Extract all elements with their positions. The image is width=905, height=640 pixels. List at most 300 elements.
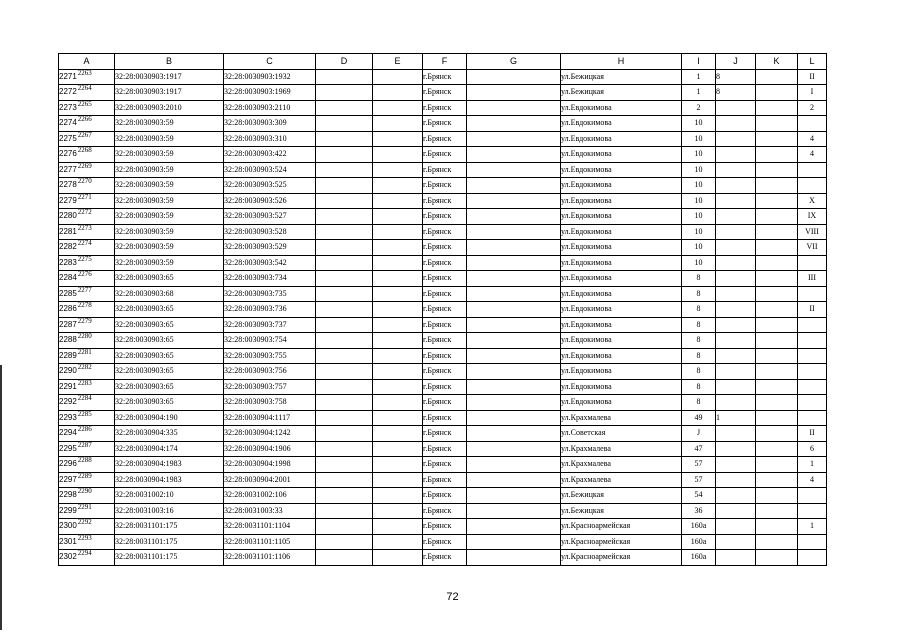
cell-i[interactable]: 36 [682,503,716,519]
cell-f[interactable]: г.Брянск [423,162,467,178]
cell-e[interactable] [373,426,423,442]
cell-k[interactable] [756,379,798,395]
cell-b[interactable]: 32:28:0030903:59 [115,255,224,271]
row-number-cell[interactable] [59,410,115,426]
cell-h[interactable]: ул.Евдокимова [561,317,682,333]
cell-b[interactable]: 32:28:0030903:59 [115,178,224,194]
cell-d[interactable] [316,441,373,457]
cell-e[interactable] [373,441,423,457]
cell-b[interactable]: 32:28:0030904:335 [115,426,224,442]
cell-e[interactable] [373,503,423,519]
cell-i[interactable]: 8 [682,286,716,302]
cell-g[interactable] [467,333,561,349]
cell-d[interactable] [316,503,373,519]
row-number-cell[interactable] [59,116,115,132]
cell-j[interactable] [716,550,756,566]
cell-i[interactable]: 10 [682,224,716,240]
cell-g[interactable] [467,255,561,271]
cell-g[interactable] [467,224,561,240]
cell-c[interactable]: 32:28:0030904:1242 [224,426,316,442]
cell-j[interactable] [716,317,756,333]
cell-h[interactable]: ул.Евдокимова [561,162,682,178]
cell-b[interactable]: 32:28:0030903:59 [115,240,224,256]
cell-k[interactable] [756,488,798,504]
cell-h[interactable]: ул.Евдокимова [561,348,682,364]
cell-l[interactable]: 4 [798,131,827,147]
cell-k[interactable] [756,410,798,426]
cell-e[interactable] [373,116,423,132]
row-number-cell[interactable] [59,364,115,380]
cell-k[interactable] [756,193,798,209]
cell-h[interactable]: ул.Крахмалева [561,457,682,473]
column-header-i[interactable]: I [682,54,716,70]
cell-e[interactable] [373,178,423,194]
row-number-cell[interactable] [59,534,115,550]
cell-i[interactable]: 8 [682,271,716,287]
row-number-cell[interactable] [59,333,115,349]
cell-j[interactable] [716,395,756,411]
cell-i[interactable]: 10 [682,178,716,194]
row-number-cell[interactable] [59,302,115,318]
cell-h[interactable]: ул.Крахмалева [561,410,682,426]
cell-g[interactable] [467,441,561,457]
cell-f[interactable]: г.Брянск [423,519,467,535]
cell-e[interactable] [373,271,423,287]
cell-l[interactable] [798,364,827,380]
column-header-l[interactable]: L [798,54,827,70]
cell-d[interactable] [316,426,373,442]
row-number-cell[interactable] [59,131,115,147]
cell-j[interactable] [716,131,756,147]
cell-i[interactable]: 10 [682,255,716,271]
cell-c[interactable]: 32:28:0031101:1104 [224,519,316,535]
cell-e[interactable] [373,488,423,504]
cell-b[interactable]: 32:28:0030903:65 [115,302,224,318]
cell-d[interactable] [316,255,373,271]
row-number-cell[interactable] [59,193,115,209]
cell-b[interactable]: 32:28:0030903:59 [115,131,224,147]
cell-c[interactable]: 32:28:0030903:758 [224,395,316,411]
cell-k[interactable] [756,333,798,349]
cell-g[interactable] [467,503,561,519]
cell-k[interactable] [756,550,798,566]
cell-d[interactable] [316,271,373,287]
cell-d[interactable] [316,395,373,411]
cell-h[interactable]: ул.Красноармейская [561,534,682,550]
cell-g[interactable] [467,488,561,504]
row-number-cell[interactable] [59,457,115,473]
cell-j[interactable] [716,224,756,240]
cell-h[interactable]: ул.Евдокимова [561,100,682,116]
cell-c[interactable]: 32:28:0030904:1117 [224,410,316,426]
cell-h[interactable]: ул.Евдокимова [561,271,682,287]
cell-j[interactable] [716,488,756,504]
cell-d[interactable] [316,457,373,473]
row-number-cell[interactable] [59,209,115,225]
cell-d[interactable] [316,379,373,395]
cell-i[interactable]: 8 [682,317,716,333]
column-header-h[interactable]: H [561,54,682,70]
cell-k[interactable] [756,240,798,256]
cell-g[interactable] [467,209,561,225]
cell-j[interactable] [716,333,756,349]
cell-j[interactable] [716,162,756,178]
cell-l[interactable] [798,410,827,426]
cell-k[interactable] [756,131,798,147]
cell-c[interactable]: 32:28:0030904:2001 [224,472,316,488]
cell-g[interactable] [467,147,561,163]
cell-e[interactable] [373,69,423,85]
cell-j[interactable] [716,503,756,519]
cell-l[interactable]: 1 [798,457,827,473]
cell-l[interactable]: VII [798,240,827,256]
cell-c[interactable]: 32:28:0030903:754 [224,333,316,349]
cell-g[interactable] [467,302,561,318]
cell-k[interactable] [756,364,798,380]
cell-g[interactable] [467,271,561,287]
cell-i[interactable]: 10 [682,240,716,256]
cell-l[interactable] [798,333,827,349]
cell-h[interactable]: ул.Евдокимова [561,240,682,256]
cell-e[interactable] [373,100,423,116]
cell-i[interactable]: 54 [682,488,716,504]
cell-i[interactable]: 1 [682,85,716,101]
cell-e[interactable] [373,395,423,411]
cell-k[interactable] [756,286,798,302]
cell-g[interactable] [467,472,561,488]
cell-b[interactable]: 32:28:0030904:190 [115,410,224,426]
cell-h[interactable]: ул.Советская [561,426,682,442]
cell-e[interactable] [373,209,423,225]
cell-k[interactable] [756,255,798,271]
cell-c[interactable]: 32:28:0031101:1105 [224,534,316,550]
row-number-cell[interactable] [59,379,115,395]
cell-g[interactable] [467,364,561,380]
cell-f[interactable]: г.Брянск [423,116,467,132]
cell-b[interactable]: 32:28:0031101:175 [115,519,224,535]
cell-f[interactable]: г.Брянск [423,503,467,519]
cell-i[interactable]: 8 [682,302,716,318]
cell-h[interactable]: ул.Евдокимова [561,364,682,380]
cell-j[interactable] [716,178,756,194]
cell-b[interactable]: 32:28:0030904:1983 [115,472,224,488]
cell-k[interactable] [756,147,798,163]
cell-k[interactable] [756,224,798,240]
cell-d[interactable] [316,364,373,380]
cell-g[interactable] [467,534,561,550]
cell-j[interactable] [716,457,756,473]
cell-i[interactable]: 8 [682,379,716,395]
cell-e[interactable] [373,255,423,271]
cell-d[interactable] [316,472,373,488]
cell-g[interactable] [467,162,561,178]
row-number-cell[interactable] [59,426,115,442]
cell-h[interactable]: ул.Евдокимова [561,116,682,132]
cell-b[interactable]: 32:28:0030903:65 [115,379,224,395]
cell-j[interactable]: 1 [716,410,756,426]
cell-d[interactable] [316,240,373,256]
cell-c[interactable]: 32:28:0030903:528 [224,224,316,240]
cell-l[interactable] [798,488,827,504]
cell-k[interactable] [756,85,798,101]
cell-j[interactable] [716,364,756,380]
cell-f[interactable]: г.Брянск [423,379,467,395]
cell-k[interactable] [756,457,798,473]
cell-e[interactable] [373,348,423,364]
cell-f[interactable]: г.Брянск [423,534,467,550]
cell-j[interactable] [716,534,756,550]
cell-j[interactable] [716,100,756,116]
cell-d[interactable] [316,69,373,85]
cell-b[interactable]: 32:28:0030904:1983 [115,457,224,473]
cell-e[interactable] [373,457,423,473]
row-number-cell[interactable] [59,488,115,504]
cell-i[interactable]: 8 [682,395,716,411]
cell-j[interactable] [716,209,756,225]
cell-f[interactable]: г.Брянск [423,550,467,566]
cell-c[interactable]: 32:28:0030903:735 [224,286,316,302]
column-header-a[interactable]: A [59,54,115,70]
cell-f[interactable]: г.Брянск [423,472,467,488]
cell-f[interactable]: г.Брянск [423,271,467,287]
cell-f[interactable]: г.Брянск [423,286,467,302]
cell-d[interactable] [316,286,373,302]
cell-e[interactable] [373,519,423,535]
cell-h[interactable]: ул.Красноармейская [561,519,682,535]
cell-b[interactable]: 32:28:0030903:65 [115,395,224,411]
cell-b[interactable]: 32:28:0030903:68 [115,286,224,302]
cell-b[interactable]: 32:28:0030903:59 [115,224,224,240]
cell-d[interactable] [316,348,373,364]
cell-k[interactable] [756,69,798,85]
cell-i[interactable]: 10 [682,131,716,147]
cell-g[interactable] [467,457,561,473]
cell-c[interactable]: 32:28:0030903:737 [224,317,316,333]
cell-k[interactable] [756,395,798,411]
row-number-cell[interactable] [59,472,115,488]
cell-i[interactable]: 10 [682,116,716,132]
cell-e[interactable] [373,240,423,256]
cell-c[interactable]: 32:28:0030904:1906 [224,441,316,457]
cell-k[interactable] [756,519,798,535]
cell-c[interactable]: 32:28:0030903:1969 [224,85,316,101]
cell-l[interactable]: 4 [798,147,827,163]
cell-c[interactable]: 32:28:0030903:757 [224,379,316,395]
cell-h[interactable]: ул.Бежицкая [561,488,682,504]
cell-c[interactable]: 32:28:0030904:1998 [224,457,316,473]
cell-h[interactable]: ул.Евдокимова [561,178,682,194]
cell-k[interactable] [756,503,798,519]
cell-b[interactable]: 32:28:0031101:175 [115,550,224,566]
cell-k[interactable] [756,348,798,364]
cell-f[interactable]: г.Брянск [423,488,467,504]
cell-f[interactable]: г.Брянск [423,193,467,209]
cell-h[interactable]: ул.Красноармейская [561,550,682,566]
cell-h[interactable]: ул.Евдокимова [561,193,682,209]
cell-f[interactable]: г.Брянск [423,364,467,380]
cell-b[interactable]: 32:28:0030903:59 [115,162,224,178]
cell-e[interactable] [373,364,423,380]
cell-b[interactable]: 32:28:0030903:59 [115,147,224,163]
row-number-cell[interactable] [59,271,115,287]
cell-l[interactable]: II [798,302,827,318]
cell-b[interactable]: 32:28:0030903:65 [115,364,224,380]
cell-h[interactable]: ул.Евдокимова [561,209,682,225]
cell-d[interactable] [316,147,373,163]
cell-i[interactable]: 57 [682,457,716,473]
row-number-cell[interactable] [59,224,115,240]
row-number-cell[interactable] [59,348,115,364]
cell-i[interactable]: 49 [682,410,716,426]
column-header-d[interactable]: D [316,54,373,70]
cell-j[interactable]: 8 [716,69,756,85]
cell-h[interactable]: ул.Бежицкая [561,503,682,519]
row-number-cell[interactable] [59,85,115,101]
cell-g[interactable] [467,69,561,85]
cell-j[interactable] [716,348,756,364]
cell-k[interactable] [756,100,798,116]
cell-j[interactable] [716,472,756,488]
cell-d[interactable] [316,209,373,225]
cell-b[interactable]: 32:28:0030903:2010 [115,100,224,116]
cell-k[interactable] [756,271,798,287]
cell-i[interactable]: J [682,426,716,442]
cell-h[interactable]: ул.Евдокимова [561,379,682,395]
cell-c[interactable]: 32:28:0031101:1106 [224,550,316,566]
cell-e[interactable] [373,193,423,209]
cell-l[interactable] [798,503,827,519]
cell-f[interactable]: г.Брянск [423,209,467,225]
cell-g[interactable] [467,286,561,302]
cell-l[interactable] [798,379,827,395]
cell-c[interactable]: 32:28:0030903:1932 [224,69,316,85]
cell-k[interactable] [756,178,798,194]
cell-f[interactable]: г.Брянск [423,224,467,240]
column-header-g[interactable]: G [467,54,561,70]
cell-i[interactable]: 160а [682,534,716,550]
row-number-cell[interactable] [59,69,115,85]
cell-b[interactable]: 32:28:0030903:65 [115,348,224,364]
cell-c[interactable]: 32:28:0030903:524 [224,162,316,178]
cell-h[interactable]: ул.Евдокимова [561,224,682,240]
cell-i[interactable]: 47 [682,441,716,457]
cell-c[interactable]: 32:28:0030903:756 [224,364,316,380]
cell-j[interactable] [716,147,756,163]
cell-e[interactable] [373,224,423,240]
cell-g[interactable] [467,317,561,333]
cell-f[interactable]: г.Брянск [423,317,467,333]
cell-d[interactable] [316,178,373,194]
cell-g[interactable] [467,395,561,411]
cell-b[interactable]: 32:28:0031002:10 [115,488,224,504]
cell-l[interactable] [798,534,827,550]
cell-g[interactable] [467,131,561,147]
cell-b[interactable]: 32:28:0030904:174 [115,441,224,457]
cell-b[interactable]: 32:28:0030903:65 [115,271,224,287]
cell-e[interactable] [373,379,423,395]
cell-d[interactable] [316,224,373,240]
cell-c[interactable]: 32:28:0030903:525 [224,178,316,194]
cell-j[interactable] [716,255,756,271]
column-header-j[interactable]: J [716,54,756,70]
cell-c[interactable]: 32:28:0030903:529 [224,240,316,256]
cell-d[interactable] [316,85,373,101]
cell-f[interactable]: г.Брянск [423,255,467,271]
cell-f[interactable]: г.Брянск [423,441,467,457]
cell-d[interactable] [316,302,373,318]
cell-g[interactable] [467,379,561,395]
cell-l[interactable]: II [798,69,827,85]
cell-d[interactable] [316,534,373,550]
cell-k[interactable] [756,162,798,178]
cell-d[interactable] [316,131,373,147]
cell-l[interactable] [798,116,827,132]
cell-b[interactable]: 32:28:0030903:59 [115,193,224,209]
cell-c[interactable]: 32:28:0031003:33 [224,503,316,519]
cell-g[interactable] [467,348,561,364]
cell-f[interactable]: г.Брянск [423,333,467,349]
cell-j[interactable] [716,193,756,209]
cell-k[interactable] [756,534,798,550]
cell-e[interactable] [373,317,423,333]
cell-e[interactable] [373,286,423,302]
cell-f[interactable]: г.Брянск [423,302,467,318]
cell-k[interactable] [756,317,798,333]
row-number-cell[interactable] [59,255,115,271]
cell-e[interactable] [373,85,423,101]
cell-f[interactable]: г.Брянск [423,410,467,426]
cell-l[interactable] [798,395,827,411]
cell-g[interactable] [467,85,561,101]
cell-j[interactable] [716,286,756,302]
cell-h[interactable]: ул.Евдокимова [561,286,682,302]
row-number-cell[interactable] [59,147,115,163]
cell-d[interactable] [316,162,373,178]
column-header-b[interactable]: B [115,54,224,70]
cell-b[interactable]: 32:28:0030903:65 [115,333,224,349]
cell-i[interactable]: 8 [682,348,716,364]
cell-l[interactable] [798,550,827,566]
cell-f[interactable]: г.Брянск [423,69,467,85]
column-header-k[interactable]: K [756,54,798,70]
cell-f[interactable]: г.Брянск [423,100,467,116]
cell-i[interactable]: 1 [682,69,716,85]
cell-d[interactable] [316,193,373,209]
cell-c[interactable]: 32:28:0030903:542 [224,255,316,271]
cell-d[interactable] [316,333,373,349]
cell-d[interactable] [316,410,373,426]
cell-b[interactable]: 32:28:0030903:1917 [115,85,224,101]
cell-g[interactable] [467,240,561,256]
row-number-cell[interactable] [59,503,115,519]
cell-h[interactable]: ул.Евдокимова [561,255,682,271]
cell-c[interactable]: 32:28:0030903:422 [224,147,316,163]
cell-l[interactable] [798,317,827,333]
cell-g[interactable] [467,519,561,535]
cell-c[interactable]: 32:28:0030903:734 [224,271,316,287]
cell-l[interactable]: 2 [798,100,827,116]
cell-i[interactable]: 8 [682,364,716,380]
cell-c[interactable]: 32:28:0030903:309 [224,116,316,132]
cell-k[interactable] [756,426,798,442]
cell-e[interactable] [373,550,423,566]
row-number-cell[interactable] [59,100,115,116]
row-number-cell[interactable] [59,240,115,256]
cell-g[interactable] [467,193,561,209]
cell-g[interactable] [467,410,561,426]
row-number-cell[interactable] [59,519,115,535]
column-header-c[interactable]: C [224,54,316,70]
